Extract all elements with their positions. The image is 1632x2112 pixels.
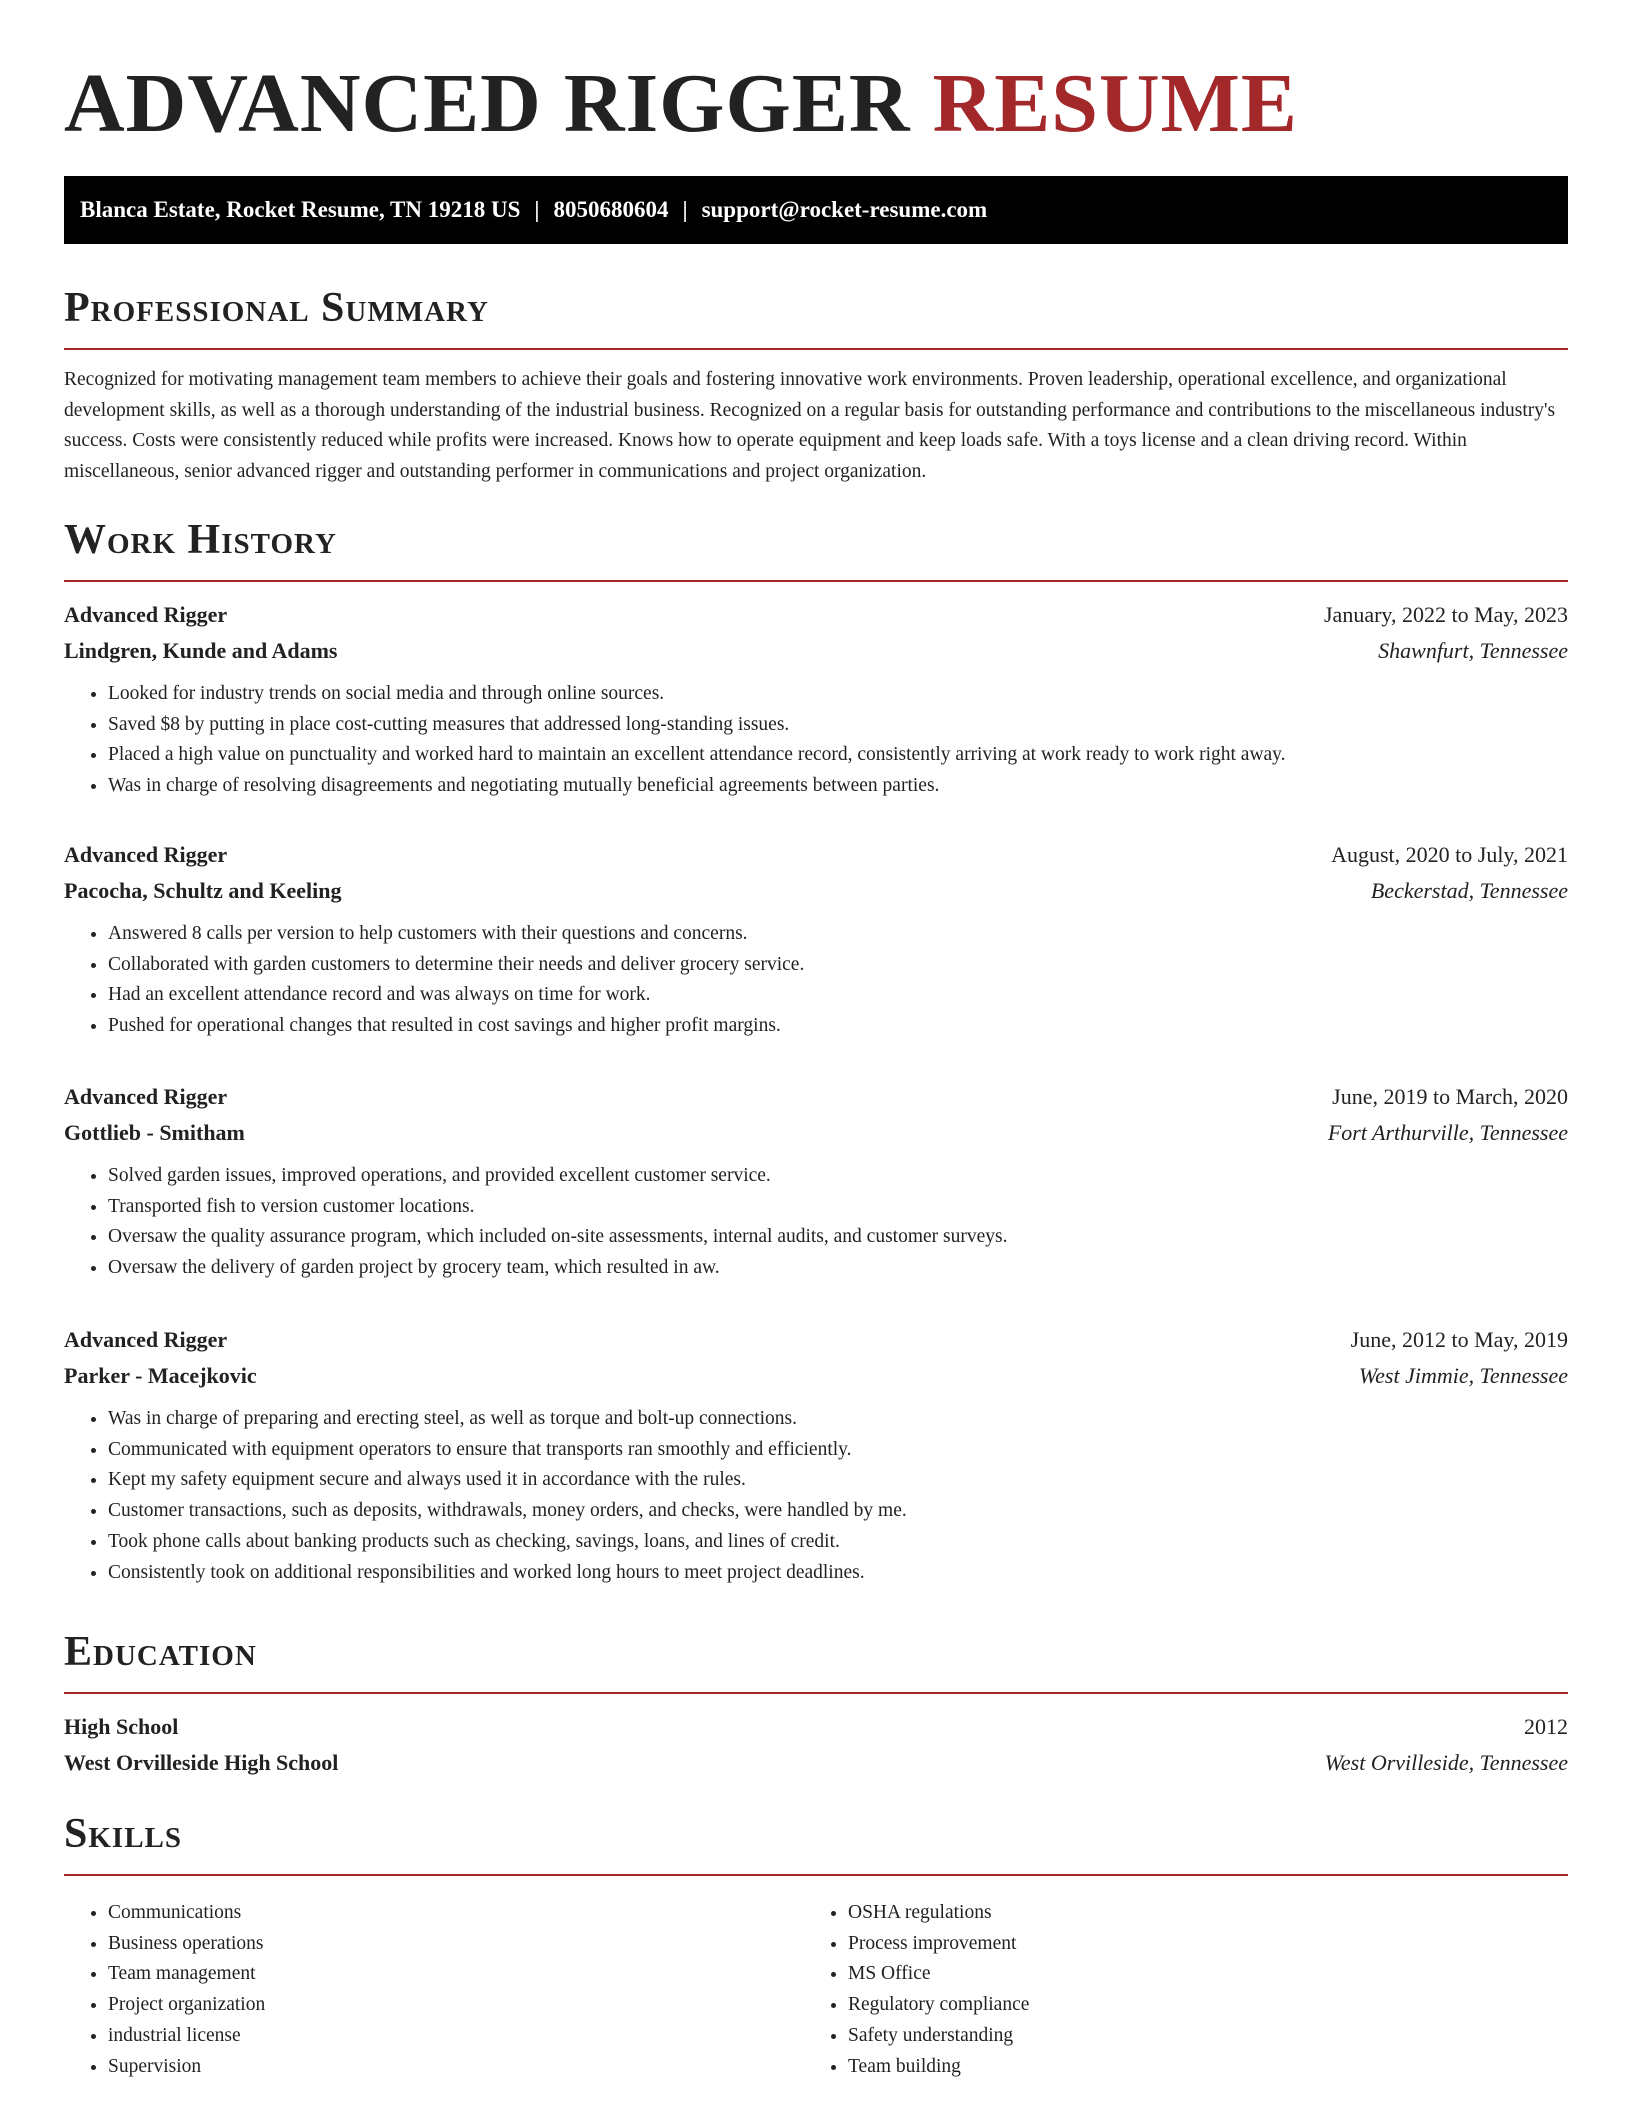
contact-address: Blanca Estate, Rocket Resume, TN 19218 US xyxy=(80,197,521,222)
skills-heading: Skills xyxy=(64,1811,183,1857)
work-heading: Work History xyxy=(64,517,337,563)
list-item: • Customer transactions, such as deposits, withdrawals, money orders, and checks, were handled by me. xyxy=(108,1496,1568,1527)
list-item: • Transported fish to version customer locations. xyxy=(108,1192,1568,1223)
summary-text: Recognized for motivating management team members to achieve their goals and fostering innovative work environments. Proven leadership, operational excellence, and organizational development skills, as well as a thorough understanding of the industrial business. Recognized on a regular basis for outstanding performance and contributions to the miscellaneous industry's success. Costs were consistently reduced while profits were increased. Knows how to operate equipment and keep loads safe. With a toys license and a clean driving record. Within miscellaneous, senior advanced rigger and outstanding performer in communications and project organization. xyxy=(64,369,1556,482)
summary-heading: Professional Summary xyxy=(64,285,489,331)
job-company-row xyxy=(64,873,1568,909)
job-company: Pacocha, Schultz and Keeling xyxy=(64,878,342,903)
job-bullets xyxy=(64,1404,1568,1588)
summary-section-header xyxy=(64,284,1568,350)
list-item: • Was in charge of resolving disagreements and negotiating mutually beneficial agreements between parties. xyxy=(108,771,1568,802)
job-entry xyxy=(64,1079,1568,1284)
list-item: • Looked for industry trends on social media and through online sources. xyxy=(108,679,1568,710)
contact-bar xyxy=(64,176,1568,244)
education-heading: Education xyxy=(64,1629,257,1675)
title-accent: RESUME xyxy=(932,57,1298,150)
education-school: West Orvilleside High School xyxy=(64,1750,339,1775)
job-company: Lindgren, Kunde and Adams xyxy=(64,638,338,663)
skill-item: • Process improvement xyxy=(848,1929,1544,1960)
education-section-header xyxy=(64,1628,1568,1694)
job-company-row xyxy=(64,1115,1568,1151)
job-title-row xyxy=(64,597,1568,633)
list-item: • Oversaw the quality assurance program, which included on-site assessments, internal audits, and customer surveys. xyxy=(108,1222,1568,1253)
work-section-header xyxy=(64,516,1568,582)
job-bullets xyxy=(64,679,1568,802)
contact-email: support@rocket-resume.com xyxy=(701,197,988,222)
skills-section-header xyxy=(64,1810,1568,1876)
skills-column-right xyxy=(804,1898,1544,2082)
education-degree: High School xyxy=(64,1714,179,1739)
contact-separator: | xyxy=(682,197,688,222)
job-dates: June, 2019 to March, 2020 xyxy=(1332,1084,1568,1109)
list-item: • Kept my safety equipment secure and always used it in accordance with the rules. xyxy=(108,1465,1568,1496)
education-degree-row xyxy=(64,1709,1568,1745)
skill-item: • Team building xyxy=(848,2052,1544,2083)
skill-item: • Safety understanding xyxy=(848,2021,1544,2052)
list-item: • Saved $8 by putting in place cost-cutting measures that addressed long-standing issues. xyxy=(108,710,1568,741)
title-main: ADVANCED RIGGER xyxy=(64,57,911,150)
job-title: Advanced Rigger xyxy=(64,602,228,627)
education-entry xyxy=(64,1709,1568,1781)
job-entry xyxy=(64,837,1568,1042)
education-school-row xyxy=(64,1745,1568,1781)
skill-item: • industrial license xyxy=(108,2021,804,2052)
skill-item: • Regulatory compliance xyxy=(848,1990,1544,2021)
job-title-row xyxy=(64,837,1568,873)
skill-item: • Communications xyxy=(108,1898,804,1929)
contact-separator: | xyxy=(534,197,540,222)
job-entry xyxy=(64,1322,1568,1588)
job-title: Advanced Rigger xyxy=(64,1084,228,1109)
job-company-row xyxy=(64,1358,1568,1394)
job-location: Beckerstad, Tennessee xyxy=(1370,878,1568,903)
skill-item: • Team management xyxy=(108,1959,804,1990)
job-dates: January, 2022 to May, 2023 xyxy=(1324,602,1568,627)
list-item: • Solved garden issues, improved operations, and provided excellent customer service. xyxy=(108,1161,1568,1192)
job-location: Fort Arthurville, Tennessee xyxy=(1327,1120,1568,1145)
list-item: • Was in charge of preparing and erecting steel, as well as torque and bolt-up connections. xyxy=(108,1404,1568,1435)
job-company: Parker - Macejkovic xyxy=(64,1363,257,1388)
list-item: • Had an excellent attendance record and was always on time for work. xyxy=(108,980,1568,1011)
contact-phone: 8050680604 xyxy=(553,197,669,222)
skill-item: • Project organization xyxy=(108,1990,804,2021)
job-company-row xyxy=(64,633,1568,669)
list-item: • Communicated with equipment operators to ensure that transports ran smoothly and efficiently. xyxy=(108,1435,1568,1466)
job-title: Advanced Rigger xyxy=(64,1327,228,1352)
job-entry xyxy=(64,597,1568,802)
job-dates: August, 2020 to July, 2021 xyxy=(1331,842,1568,867)
skill-item: • Supervision xyxy=(108,2052,804,2083)
list-item: • Consistently took on additional responsibilities and worked long hours to meet project deadlines. xyxy=(108,1558,1568,1589)
job-location: West Jimmie, Tennessee xyxy=(1358,1363,1568,1388)
job-bullets xyxy=(64,1161,1568,1284)
page-title xyxy=(64,56,1298,152)
skills-column-left xyxy=(64,1898,804,2082)
job-bullets xyxy=(64,919,1568,1042)
list-item: • Collaborated with garden customers to determine their needs and deliver grocery service. xyxy=(108,950,1568,981)
job-title-row xyxy=(64,1322,1568,1358)
education-location: West Orvilleside, Tennessee xyxy=(1324,1750,1568,1775)
list-item: • Oversaw the delivery of garden project by grocery team, which resulted in aw. xyxy=(108,1253,1568,1284)
education-year: 2012 xyxy=(1524,1714,1568,1739)
job-title-row xyxy=(64,1079,1568,1115)
skill-item: • OSHA regulations xyxy=(848,1898,1544,1929)
job-title: Advanced Rigger xyxy=(64,842,228,867)
list-item: • Answered 8 calls per version to help customers with their questions and concerns. xyxy=(108,919,1568,950)
list-item: • Pushed for operational changes that resulted in cost savings and higher profit margins. xyxy=(108,1011,1568,1042)
list-item: • Took phone calls about banking products such as checking, savings, loans, and lines of credit. xyxy=(108,1527,1568,1558)
job-company: Gottlieb - Smitham xyxy=(64,1120,245,1145)
skill-item: • MS Office xyxy=(848,1959,1544,1990)
job-dates: June, 2012 to May, 2019 xyxy=(1350,1327,1568,1352)
skill-item: • Business operations xyxy=(108,1929,804,1960)
list-item: • Placed a high value on punctuality and worked hard to maintain an excellent attendance record, consistently arriving at work ready to work right away. xyxy=(108,740,1568,771)
job-location: Shawnfurt, Tennessee xyxy=(1378,638,1568,663)
skills-list xyxy=(64,1898,1568,2082)
